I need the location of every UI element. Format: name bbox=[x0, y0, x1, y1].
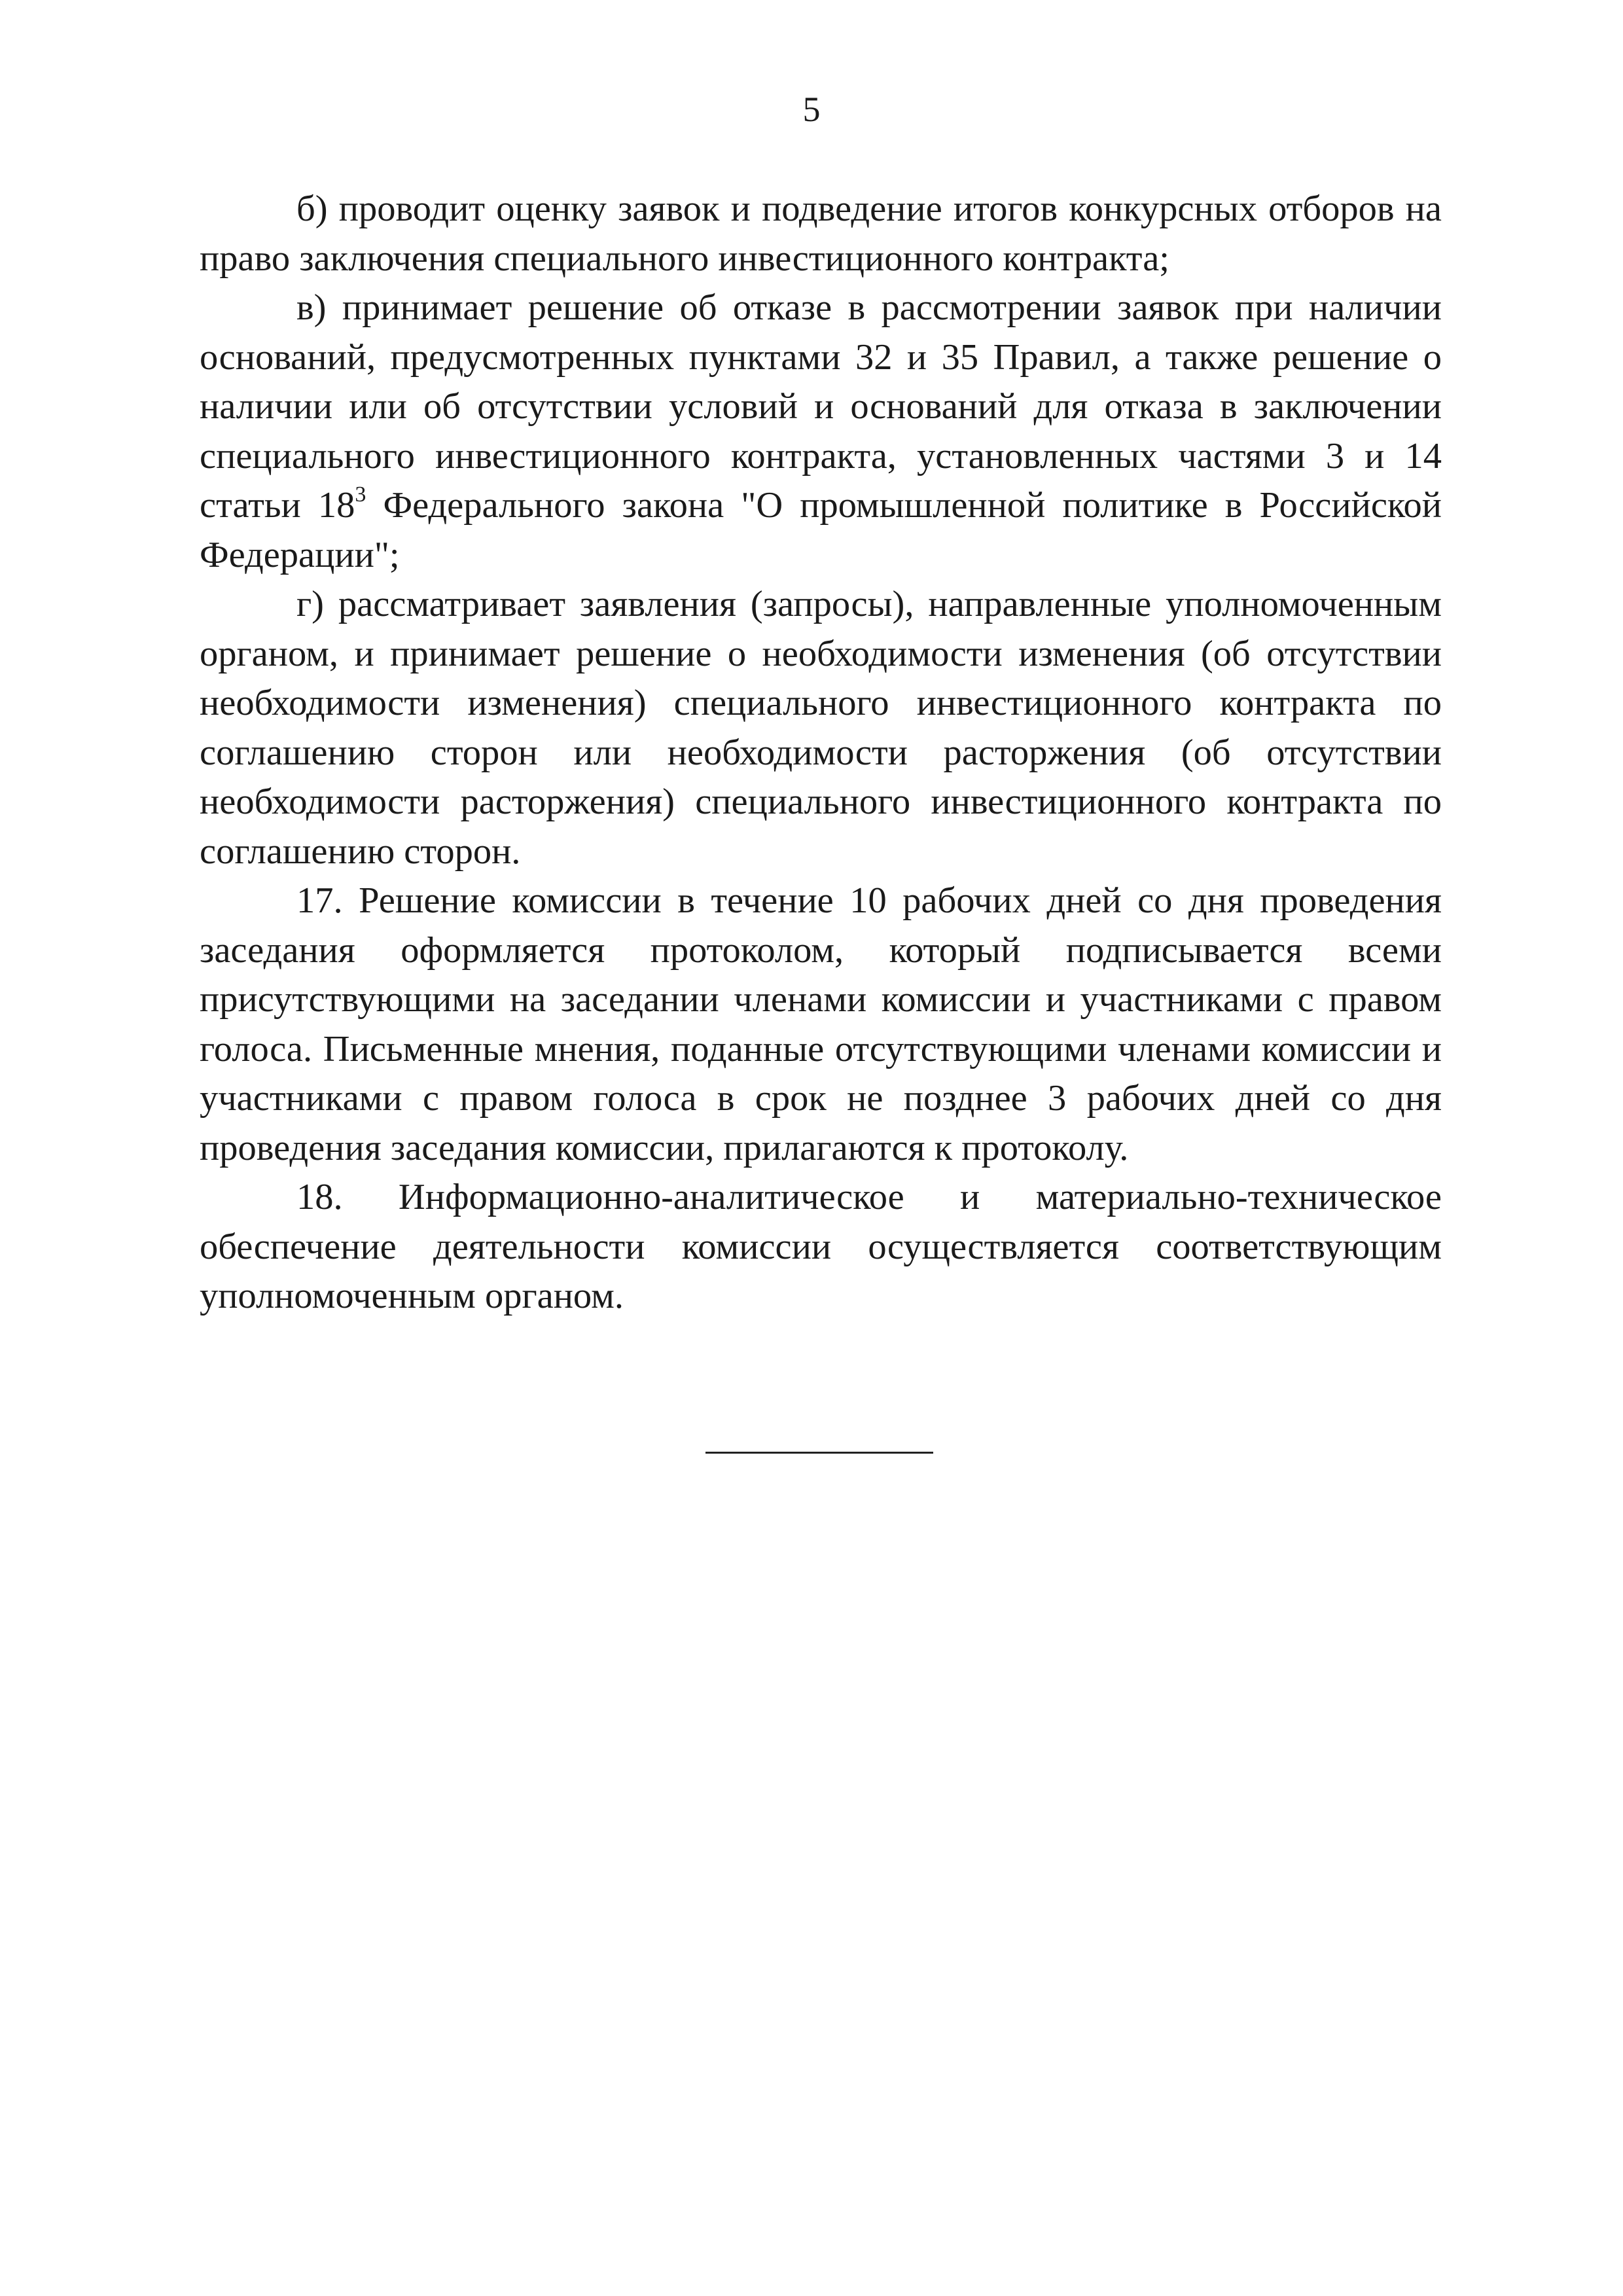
paragraph-subitem-v-text-end: Федерального закона "О промышленной политике в Российской Федерации"; bbox=[200, 485, 1442, 575]
paragraph-item-18: 18. Информационно-аналитическое и материально-техническое обеспечение деятельности комиссии осуществляется соответствующим уполномоченным органом. bbox=[200, 1177, 1442, 1316]
paragraph-subitem-g: г) рассматривает заявления (запросы), направленные уполномоченным органом, и принимает решение о необходимости изменения (об отсутствии необходимости изменения) специального инвестиционного контракта по соглашению сторон или необходимости расторжения (об отсутствии необходимости расторжения) специального инвестиционного контракта по соглашению сторон. bbox=[200, 584, 1442, 872]
superscript-article-number: 3 bbox=[355, 482, 366, 507]
end-of-document-rule bbox=[705, 1452, 933, 1454]
paragraph-item-17: 17. Решение комиссии в течение 10 рабочих дней со дня проведения заседания оформляется протоколом, который подписывается всеми присутствующими на заседании членами комиссии и участниками с правом голоса. Письменные мнения, поданные отсутствующими членами комиссии и участниками с правом голоса в срок не позднее 3 рабочих дней со дня проведения заседания комиссии, прилагаются к протоколу. bbox=[200, 880, 1442, 1168]
document-body bbox=[200, 185, 1442, 1321]
paragraph-subitem-v-text: в) принимает решение об отказе в рассмотрении заявок при наличии оснований, предусмотренных пунктами 32 и 35 Правил, а также решение о наличии или об отсутствии условий и оснований для отказа в заключении специального инвестиционного контракта, установленных частями 3 и 14 статьи 18 bbox=[200, 287, 1442, 526]
paragraph-subitem-v bbox=[200, 283, 1442, 580]
paragraph-subitem-b: б) проводит оценку заявок и подведение итогов конкурсных отборов на право заключения специального инвестиционного контракта; bbox=[200, 188, 1442, 279]
page-number: 5 bbox=[802, 90, 821, 129]
